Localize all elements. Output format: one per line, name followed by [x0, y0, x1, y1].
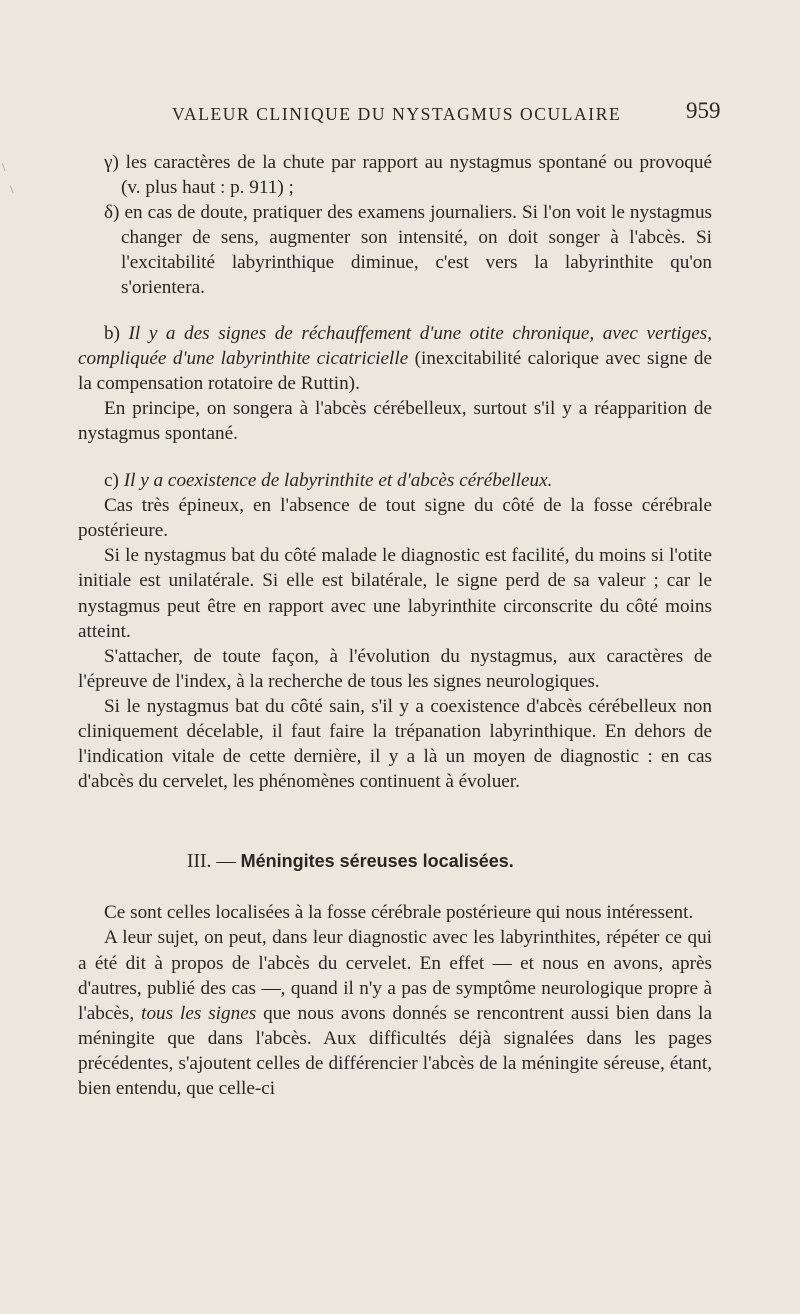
italic-phrase-c: Il y a coexistence de labyrinthite et d'abcès cérébelleux. [123, 470, 553, 492]
paragraph-iii-sujet [78, 925, 712, 1101]
paragraph-delta: δ) en cas de doute, pratiquer des examens journaliers. Si l'on voit le nystagmus changer de sens, augmenter son intensité, on doit songer à l'abcès. Si l'excitabilité labyrinthique diminue, c'est vers la labyrinthite qu'on s'orientera. [104, 202, 712, 299]
margin-mark: \ [2, 160, 6, 174]
paragraph-b-rest: (inexcitabilité calorique avec signe de la compensation rotatoire de Ruttin). [78, 347, 712, 394]
paragraph-c [78, 468, 712, 493]
paragraph-b [78, 321, 712, 396]
item-label-b: b) [104, 322, 120, 344]
item-label-c: c) [104, 470, 119, 492]
section-heading [78, 849, 712, 874]
section-numeral: III. — [187, 851, 236, 873]
paragraph-c-attacher: S'attacher, de toute façon, à l'évolution du nystagmus, aux caractères de l'épreuve de l'index, à la recherche de tous les signes neurologiques. [78, 645, 712, 692]
paragraph-b-principe: En principe, on songera à l'abcès cérébelleux, surtout s'il y a réapparition de nystagmus spontané. [78, 397, 712, 444]
paragraph-c-cote-malade: Si le nystagmus bat du côté malade le diagnostic est facilité, du moins si l'otite initiale est unilatérale. Si elle est bilatérale, le signe perd de sa valeur ; car le nystagmus peut être en rapport avec une labyrinthite circonscrite du côté moins atteint. [78, 545, 712, 642]
paragraph-c-cas: Cas très épineux, en l'absence de tout signe du côté de la fosse cérébrale postérieure. [78, 495, 712, 542]
page-header [0, 96, 800, 128]
paragraph-iii-sujet-end: que nous avons donnés se rencontrent aussi bien dans la méningite que dans l'abcès. Aux difficultés déjà signalées dans les pages précédentes, s'ajoutent celles de différencier l'abcès de la méningite séreuse, étant, bien entendu, que celle-ci [78, 1002, 712, 1099]
body-text [78, 150, 712, 1101]
section-title: Méningites séreuses localisées. [240, 851, 514, 872]
paragraph-c-cote-sain: Si le nystagmus bat du côté sain, s'il y a coexistence d'abcès cérébelleux non cliniquement décelable, il faut faire la trépanation labyrinthique. En dehors de l'indication vitale de cette dernière, il y a là un moyen de diagnostic : en cas d'abcès du cervelet, les phénomènes continuent à évoluer. [78, 695, 712, 793]
page-number: 959 [686, 98, 721, 123]
running-title: VALEUR CLINIQUE DU NYSTAGMUS OCULAIRE [172, 104, 622, 124]
margin-mark: \ [10, 182, 14, 196]
paragraph-gamma: γ) les caractères de la chute par rapport au nystagmus spontané ou provoqué (v. plus haut : p. 911) ; [104, 152, 712, 199]
italic-phrase-tous-les-signes: tous les signes [141, 1002, 257, 1024]
italic-phrase-b: Il y a des signes de réchauffement d'une otite chronique, avec vertiges, compliquée d'une labyrinthite cicatricielle [78, 322, 713, 369]
paragraph-iii-intro: Ce sont celles localisées à la fosse cérébrale postérieure qui nous intéressent. [104, 902, 694, 924]
paragraph-iii-sujet-start: A leur sujet, on peut, dans leur diagnostic avec les labyrinthites, répéter ce qui a été dit à propos de l'abcès du cervelet. En effet — et nous en avons, après d'autres, publié des cas —, quand il n'y a pas de symptôme neurologique propre à l'abcès, [78, 927, 712, 1024]
